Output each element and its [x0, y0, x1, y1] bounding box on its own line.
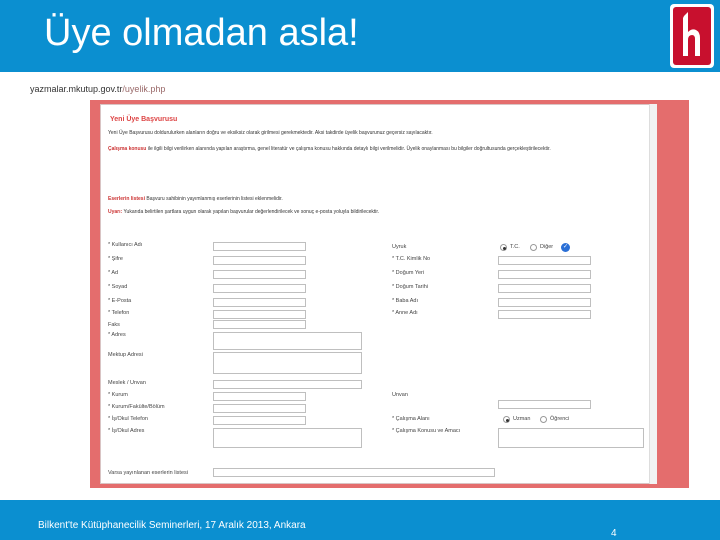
field-label-institution: * Kurum — [108, 392, 128, 398]
nationality-tc-label: T.C. — [510, 244, 520, 250]
field-label-work-address: * İş/Okul Adres — [108, 428, 145, 434]
institution-input[interactable] — [213, 392, 306, 401]
field-label-tc-id: * T.C. Kimlik No — [392, 256, 431, 262]
nationality-other-label: Diğer — [540, 244, 554, 250]
field-label-father-name: * Baba Adı — [392, 298, 418, 304]
page-number: 4 — [611, 528, 617, 539]
field-label-title: Unvan — [392, 392, 408, 398]
phone-input[interactable] — [213, 310, 306, 319]
field-label-email: * E-Posta — [108, 298, 132, 304]
work-phone-input[interactable] — [213, 416, 306, 425]
web-page — [100, 104, 655, 484]
work-student-label: Öğrenci — [550, 416, 570, 422]
form-warning: Uyarı: Yukarıda belirtilen şartlara uygun olarak yapılan başvurular değerlendirilecek ve sonuç e-posta yoluyla bildirilecektir. — [108, 209, 380, 215]
form-rules: Eserlerin listesi Başvuru sahibinin yayımlanmış eserlerinin listesi eklenmelidir. — [108, 196, 283, 202]
title-input[interactable] — [498, 400, 591, 409]
field-label-password: * Şifre — [108, 256, 123, 262]
field-label-phone: * Telefon — [108, 310, 130, 316]
fax-input[interactable] — [213, 320, 306, 329]
slide-header — [0, 0, 720, 72]
publications-input[interactable] — [213, 468, 495, 477]
form-intro: Yeni Üye Başvurusu doldurulurken alanların doğru ve eksiksiz olarak girilmesi gerekmektedir. Aksi takdirde üyelik başvurunuz geçersiz sayılacaktır. — [108, 130, 433, 136]
page-scrollbar[interactable] — [649, 104, 657, 484]
footer-note: Bilkent'te Kütüphanecilik Seminerleri, 17 Aralık 2013, Ankara — [38, 520, 306, 531]
tc-id-input[interactable] — [498, 256, 591, 265]
mother-name-input[interactable] — [498, 310, 591, 319]
browser-url[interactable] — [30, 84, 165, 94]
checkmark-icon: ✓ — [562, 244, 569, 250]
field-label-postal-address: Mektup Adresi — [108, 352, 143, 358]
field-label-surname: * Soyad — [108, 284, 128, 290]
field-label-work-area: * Çalışma Alanı — [392, 416, 430, 422]
study-topic-textarea[interactable] — [498, 428, 644, 448]
username-input[interactable] — [213, 242, 306, 251]
birthdate-input[interactable] — [498, 284, 591, 293]
field-label-study-topic: * Çalışma Konusu ve Amacı — [392, 428, 461, 434]
password-input[interactable] — [213, 256, 306, 265]
url-path: /uyelik.php — [122, 84, 166, 94]
field-label-username: * Kullanıcı Adı — [108, 242, 143, 248]
field-label-publications: Varsa yayınlanan eserlerin listesi — [108, 470, 188, 476]
name-input[interactable] — [213, 270, 306, 279]
form-title: Yeni Üye Başvurusu — [110, 116, 178, 123]
postal-address-textarea[interactable] — [213, 352, 362, 374]
field-label-birthdate: * Doğum Tarihi — [392, 284, 428, 290]
slide-title: Üye olmadan asla! — [44, 12, 359, 54]
field-label-work-phone: * İş/Okul Telefon — [108, 416, 148, 422]
field-label-address: * Adres — [108, 332, 126, 338]
work-expert-radio[interactable] — [503, 416, 510, 423]
field-label-profession: Meslek / Unvan — [108, 380, 146, 386]
field-label-faculty: * Kurum/Fakülte/Bölüm — [108, 404, 165, 410]
form-note: Çalışma konusu ile ilgili bilgi verilirken alanında yapılan araştırma, genel literatür ve çalışma konusu hakkında detaylı bilgi verilmelidir. Üyelik onaylanması bu bilgiler doğrultusunda gerçekleştirilecektir. — [108, 146, 551, 152]
father-name-input[interactable] — [498, 298, 591, 307]
nationality-other-radio[interactable] — [530, 244, 537, 251]
field-label-mother-name: * Anne Adı — [392, 310, 418, 316]
slide-footer — [0, 500, 720, 540]
email-input[interactable] — [213, 298, 306, 307]
surname-input[interactable] — [213, 284, 306, 293]
birthplace-input[interactable] — [498, 270, 591, 279]
profession-input[interactable] — [213, 380, 362, 389]
work-address-textarea[interactable] — [213, 428, 362, 448]
university-logo-icon — [668, 2, 716, 70]
field-label-birthplace: * Doğum Yeri — [392, 270, 425, 276]
nationality-tc-radio[interactable] — [500, 244, 507, 251]
faculty-input[interactable] — [213, 404, 306, 413]
field-label-nationality: Uyruk — [392, 244, 407, 250]
work-expert-label: Uzman — [513, 416, 531, 422]
address-textarea[interactable] — [213, 332, 362, 350]
url-host: yazmalar.mkutup.gov.tr — [30, 84, 123, 94]
field-label-name: * Ad — [108, 270, 119, 276]
work-student-radio[interactable] — [540, 416, 547, 423]
field-label-fax: Faks — [108, 322, 120, 328]
